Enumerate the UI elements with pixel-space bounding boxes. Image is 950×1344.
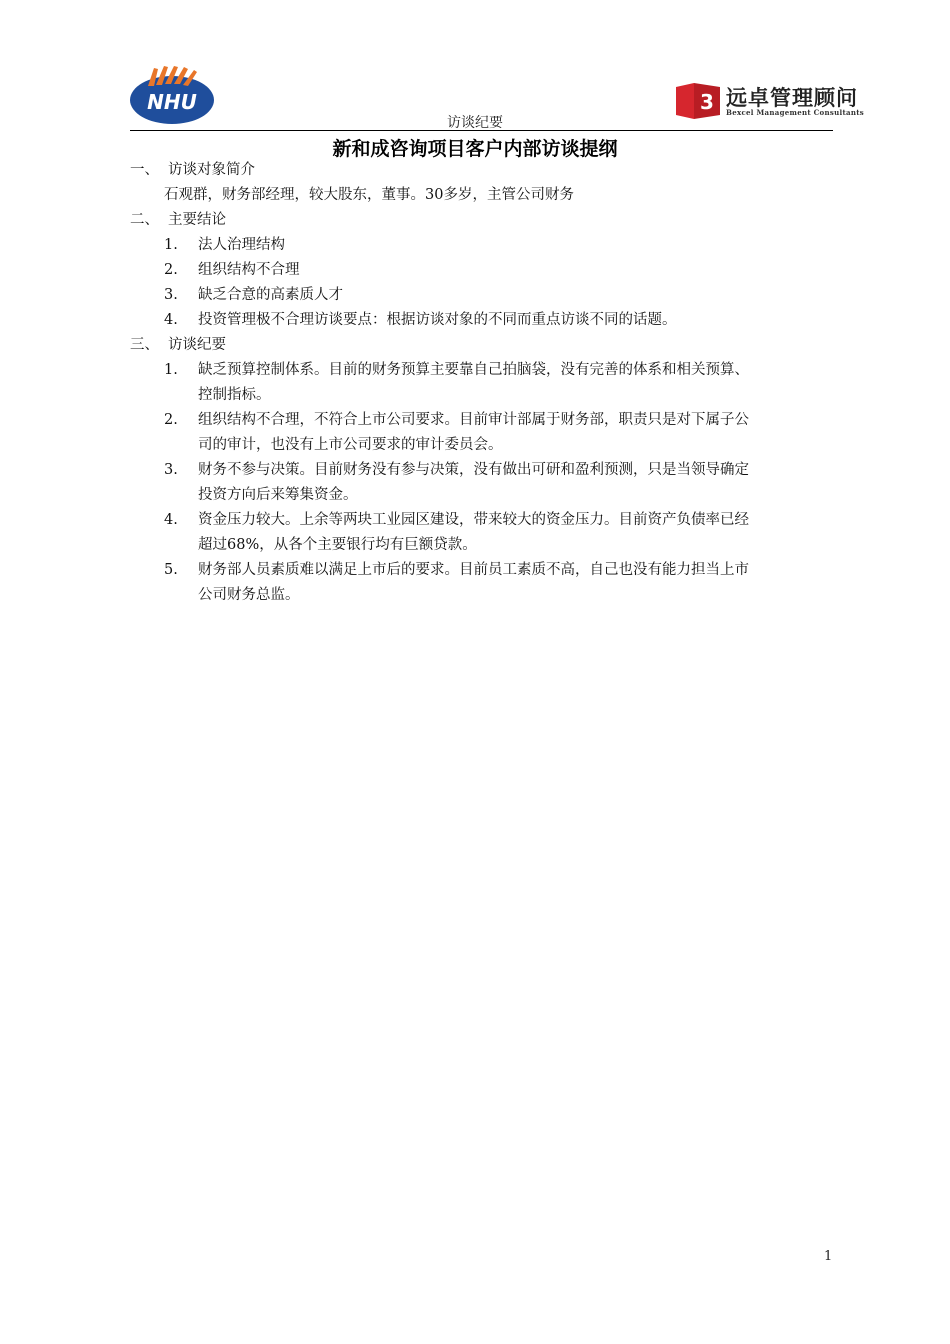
- list-item-text: 投资管理极不合理访谈要点：根据访谈对象的不同而重点访谈不同的话题。: [198, 312, 677, 328]
- list-item-text: 法人治理结构: [198, 237, 285, 253]
- list-item-number: 2.: [164, 262, 178, 278]
- list-item: [130, 233, 835, 258]
- section-number: 三、: [130, 337, 159, 353]
- list-item-line: 资金压力较大。上余等两块工业园区建设，带来较大的资金压力。目前资产负债率已经: [198, 512, 749, 528]
- list-item: [130, 458, 835, 508]
- list-item: [130, 508, 835, 558]
- section-label: 访谈纪要: [168, 337, 226, 353]
- list-item-number: 4.: [164, 312, 178, 328]
- interviewee-intro: 石观群，财务部经理，较大股东，董事。30多岁，主管公司财务: [164, 187, 574, 203]
- bexcel-logo-en: Bexcel Management Consultants: [726, 108, 864, 117]
- nhu-logo-text: NHU: [147, 90, 197, 114]
- list-item-line: 公司财务总监。: [198, 587, 300, 603]
- section-heading: [130, 208, 835, 233]
- header-rule: [130, 130, 833, 131]
- svg-text:3: 3: [700, 90, 714, 114]
- list-item-line: 控制指标。: [198, 387, 271, 403]
- section-label: 主要结论: [168, 212, 226, 228]
- document-body: [130, 158, 835, 608]
- list-item-number: 3.: [164, 462, 178, 478]
- list-item-line: 司的审计，也没有上市公司要求的审计委员会。: [198, 437, 503, 453]
- list-item-number: 4.: [164, 512, 178, 528]
- list-item: [130, 258, 835, 283]
- list-item-number: 5.: [164, 562, 178, 578]
- section-number: 一、: [130, 162, 159, 178]
- list-item: [130, 358, 835, 408]
- list-item-text: 组织结构不合理: [198, 262, 300, 278]
- list-item-line: 超过68%，从各个主要银行均有巨额贷款。: [198, 537, 477, 553]
- list-item-line: 财务不参与决策。目前财务没有参与决策，没有做出可研和盈利预测，只是当领导确定: [198, 462, 749, 478]
- list-item-text: 缺乏合意的高素质人才: [198, 287, 343, 303]
- section-number: 二、: [130, 212, 159, 228]
- header-caption: 访谈纪要: [447, 115, 503, 131]
- list-item: [130, 308, 835, 333]
- page-number: 1: [824, 1249, 833, 1264]
- list-item-line: 组织结构不合理，不符合上市公司要求。目前审计部属于财务部，职责只是对下属子公: [198, 412, 749, 428]
- section-heading: [130, 333, 835, 358]
- section-heading: [130, 158, 835, 183]
- list-item-number: 2.: [164, 412, 178, 428]
- bexcel-logo-cn: 远卓管理顾问: [726, 86, 858, 110]
- list-item-number: 3.: [164, 287, 178, 303]
- list-item-number: 1.: [164, 237, 178, 253]
- list-item-line: 缺乏预算控制体系。目前的财务预算主要靠自己拍脑袋，没有完善的体系和相关预算、: [198, 362, 749, 378]
- section-label: 访谈对象简介: [168, 162, 255, 178]
- list-item: [130, 408, 835, 458]
- list-item-number: 1.: [164, 362, 178, 378]
- list-item: [130, 558, 835, 608]
- document-title: 新和成咨询项目客户内部访谈提纲: [332, 138, 618, 160]
- list-item: [130, 283, 835, 308]
- list-item-line: 财务部人员素质难以满足上市后的要求。目前员工素质不高，自己也没有能力担当上市: [198, 562, 749, 578]
- list-item-line: 投资方向后来筹集资金。: [198, 487, 358, 503]
